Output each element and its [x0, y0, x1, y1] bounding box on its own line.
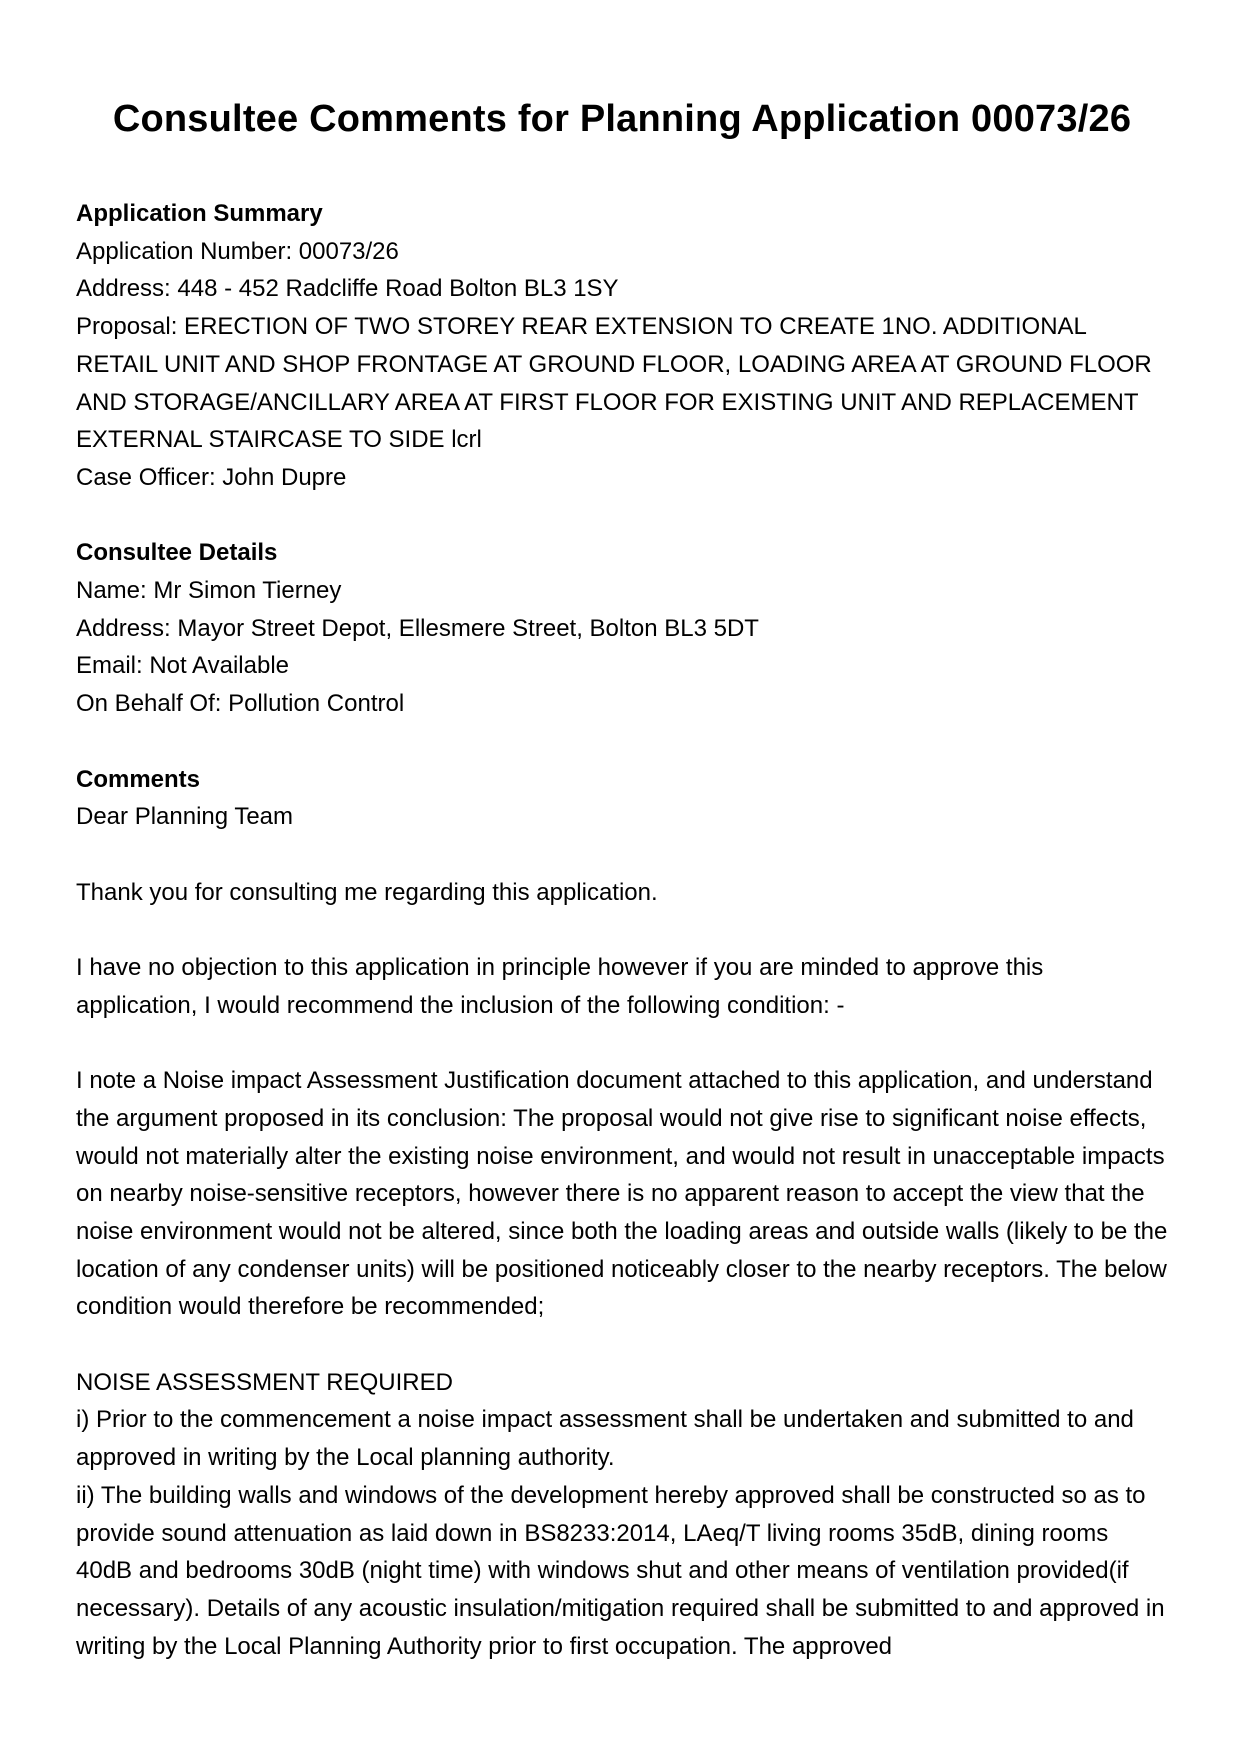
consultee-address-line: Address: Mayor Street Depot, Ellesmere Street, Bolton BL3 5DT [76, 614, 759, 642]
consultee-email-line: Email: Not Available [76, 652, 289, 680]
comments-heading: Comments [76, 765, 201, 793]
comments-paragraph-noise-note: I note a Noise impact Assessment Justification document attached to this application, and understand the argument proposed in its conclusion: The proposal would not give rise to significant noise effects, would not materially alter the existing noise environment, and would not result in unacceptable impacts on nearby noise-sensitive receptors, however there is no apparent reason to accept the view that the noise environment would not be altered, since both the loading areas and outside walls (likely to be the location of any condenser units) will be positioned noticeably closer to the nearby receptors. The below condition would therefore be recommended; [76, 1067, 1168, 1321]
application-number-line: Application Number: 00073/26 [76, 237, 399, 265]
section-consultee-details [76, 534, 1168, 723]
application-proposal-line: Proposal: ERECTION OF TWO STOREY REAR EXTENSION TO CREATE 1NO. ADDITIONAL RETAIL UNIT AND SHOP FRONTAGE AT GROUND FLOOR, LOADING AREA AT GROUND FLOOR AND STORAGE/ANCILLARY AREA AT FIRST FLOOR FOR EXISTING UNIT AND REPLACEMENT EXTERNAL STAIRCASE TO SIDE lcrl [76, 313, 1152, 454]
comments-salutation: Dear Planning Team [76, 803, 294, 831]
condition-item-i: i) Prior to the commencement a noise impact assessment shall be undertaken and submitted to and approved in writing by the Local planning authority. [76, 1406, 1134, 1472]
case-officer-line: Case Officer: John Dupre [76, 463, 347, 491]
comments-paragraph-no-objection: I have no objection to this application in principle however if you are minded to approve this application, I would recommend the inclusion of the following condition: - [76, 954, 1044, 1019]
document-title: Consultee Comments for Planning Application 00073/26 [112, 98, 1132, 140]
section-comments [76, 761, 1168, 1666]
section-application-summary [76, 195, 1168, 497]
consultee-details-heading: Consultee Details [76, 539, 278, 567]
consultee-name-line: Name: Mr Simon Tierney [76, 577, 342, 605]
condition-title: NOISE ASSESSMENT REQUIRED [76, 1368, 453, 1396]
condition-item-ii: ii) The building walls and windows of the development hereby approved shall be constructed so as to provide sound attenuation as laid down in BS8233:2014, LAeq/T living rooms 35dB, dining rooms 40dB and bedrooms 30dB (night time) with windows shut and other means of ventilation provided(if necessary). Details of any acoustic insulation/mitigation required shall be submitted to and approved in writing by the Local Planning Authority prior to first occupation. The approved [76, 1481, 1165, 1660]
comments-paragraph-thanks: Thank you for consulting me regarding this application. [76, 878, 658, 906]
application-address-line: Address: 448 - 452 Radcliffe Road Bolton BL3 1SY [76, 275, 619, 303]
consultee-on-behalf-of-line: On Behalf Of: Pollution Control [76, 690, 405, 718]
application-summary-heading: Application Summary [76, 200, 323, 227]
